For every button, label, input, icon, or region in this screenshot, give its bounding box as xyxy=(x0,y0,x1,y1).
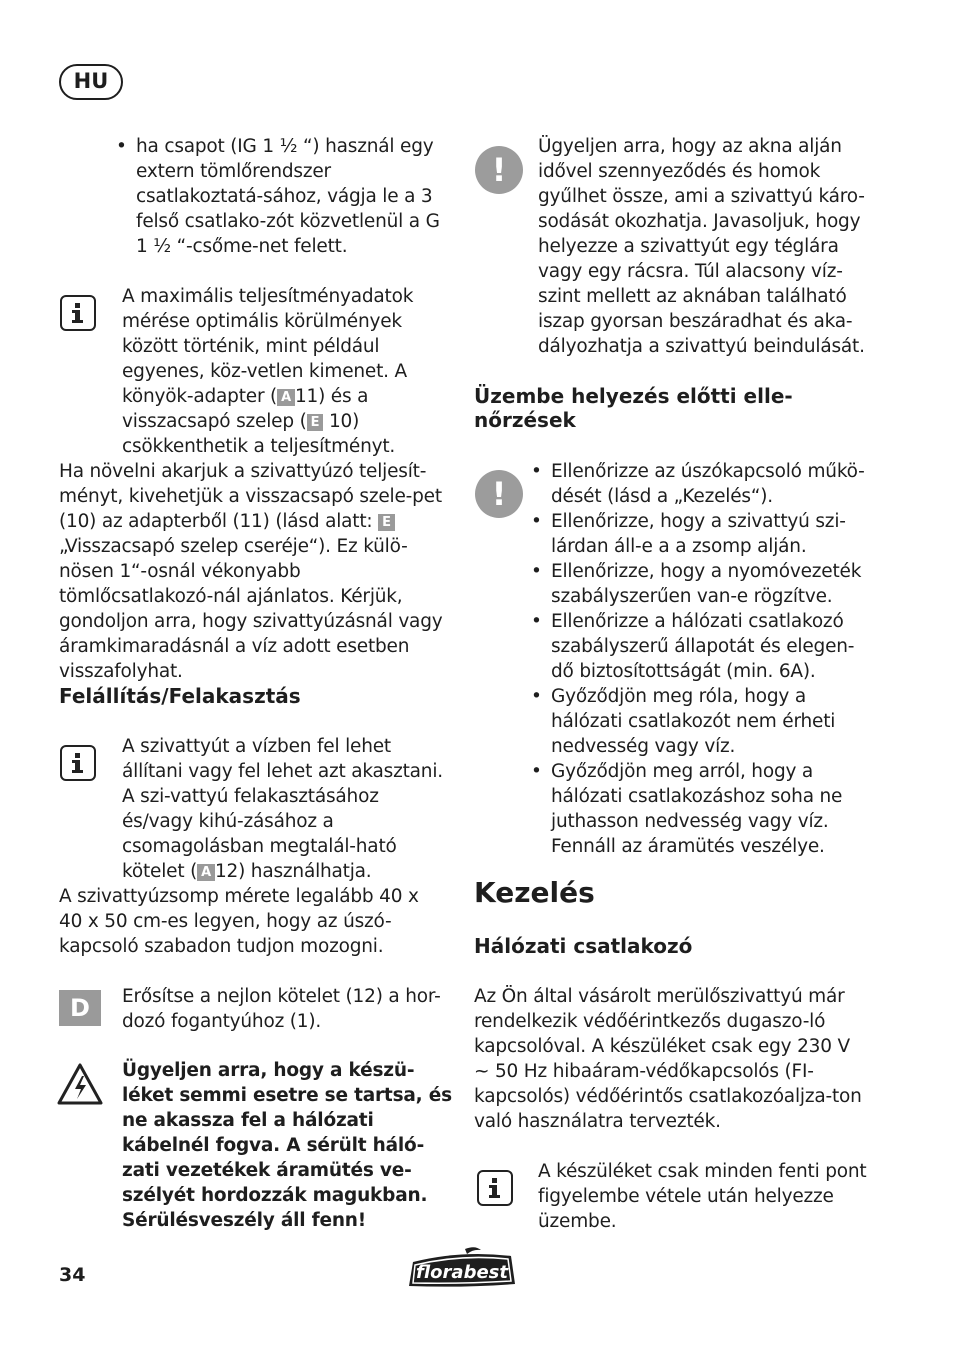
info-icon xyxy=(60,745,96,781)
brand-logo xyxy=(405,1246,519,1294)
info-icon xyxy=(60,295,96,331)
language-badge: HU xyxy=(59,64,123,100)
list-item: • Győződjön meg arról, hogy a hálózati csatlakozáshoz soha ne juthasson nedvesség vagy víz. Fennáll az áramütés veszélye. xyxy=(528,759,868,859)
bullet-list xyxy=(113,134,453,259)
list-item: • Ellenőrizze a hálózati csatlakozó szabályszerű állapotát és elegen-dő biztosítottságát (min. 6A). xyxy=(528,609,868,684)
paragraph-performance: Ha növelni akarjuk a szivattyúzó teljesít-ményt, kivehetjük a visszacsapó szele-pet (10) az adapterből (11) (lásd alatt: E „Visszacsapó szelep cseréje“). Ez külö-nösen 1“-osnál vékonyabb tömlőcsatlakozó-nál ajánlatos. Kérjük, gondoljon arra, hogy szivattyúzásnál vagy áramkimaradásnál a víz adott esetben visszafolyhat. xyxy=(59,461,443,682)
list-item: • Győződjön meg róla, hogy a hálózati csatlakozót nem érheti nedvesség vagy víz. xyxy=(528,684,868,759)
figure-label-d: D xyxy=(59,990,101,1026)
figure-tag: A xyxy=(277,389,295,406)
info-note-startup: A készüléket csak minden fenti pont figyelembe vétele után helyezze üzembe. xyxy=(538,1161,867,1232)
info-note-setup: A szivattyút a vízben fel lehet állítani vagy fel lehet azt akasztani. A szi-vattyú felakasztásához és/vagy kihú-zásához a csomagolásban megtalál-ható kötelet ( A 12) használhatja. xyxy=(122,736,443,882)
paragraph-sump-size: A szivattyúzsomp mérete legalább 40 x 40 x 50 cm-es legyen, hogy az úszó-kapcsoló szabadon tudjon mozogni. xyxy=(59,886,419,957)
paragraph-mains-plug: Az Ön által vásárolt merülőszivattyú már rendelkezik védőérintkezős dugaszo-ló kapcsolóval. A készüléket csak egy 230 V ~ 50 Hz hibaáram-védőkapcsolós (FI-kapcsolós) védőérintős csatlakozóaljza-ton való használatra tervezték. xyxy=(474,986,862,1132)
figure-tag: A xyxy=(197,864,215,881)
svg-text:florabest: florabest xyxy=(416,1262,508,1283)
info-icon xyxy=(477,1170,513,1206)
chapter-heading: Kezelés xyxy=(474,876,595,909)
list-item: • Ellenőrizze, hogy a szivattyú szi-lárdan áll-e a a zsomp alján. xyxy=(528,509,868,559)
checklist xyxy=(528,459,868,859)
warning-note-sediment: Ügyeljen arra, hogy az akna alján idővel szennyeződés és homok gyűlhet össze, ami a szivattyú káro-sodását okozhatja. Javasoljuk, hogy helyezze a szivattyút egy téglára vagy egy rácsra. Túl alacsony víz-szint mellett az aknában található iszap gyorsan beszáradhat és aka-dályozhatja a szivattyú beindulását. xyxy=(538,136,865,357)
page-number: 34 xyxy=(59,1264,86,1286)
list-item: • Ellenőrizze az úszókapcsoló műkö-dését (lásd a „Kezelés“). xyxy=(528,459,868,509)
electric-hazard-icon xyxy=(56,1062,104,1110)
info-note-performance: A maximális teljesítményadatok mérése optimális körülmények között történik, mint például egyenes, köz-vetlen kimenet. A könyök-adapter ( A 11) és a visszacsapó szelep ( E 10) csökkenthetik a teljesítményt. xyxy=(122,286,414,457)
list-item: • Ellenőrizze, hogy a nyomóvezeték szabályszerűen van-e rögzítve. xyxy=(528,559,868,609)
figure-tag: E xyxy=(378,514,395,531)
list-item: • ha csapot (IG 1 ½ “) használ egy extern tömlőrendszer csatlakoztatá-sához, vágja le a 3 felső csatlako-zót közvetlenül a G 1 ½ “-csőme-net felett. xyxy=(113,134,453,259)
instruction-text: Erősítse a nejlon kötelet (12) a hor-dozó fogantyúhoz (1). xyxy=(122,986,441,1032)
section-heading: Hálózati csatlakozó xyxy=(474,934,693,958)
figure-tag: E xyxy=(307,414,324,431)
section-heading: Üzembe helyezés előtti elle-nőrzések xyxy=(474,384,793,432)
section-heading: Felállítás/Felakasztás xyxy=(59,684,301,708)
exclamation-icon: ! xyxy=(475,470,523,518)
warning-text: Ügyeljen arra, hogy a készü-léket semmi esetre se tartsa, és ne akassza fel a hálózati kábelnél fogva. A sérült háló-zati vezetékek áramütés ve-szélyét hordozzák magukban. Sérülésveszély áll fenn! xyxy=(122,1060,452,1231)
exclamation-icon: ! xyxy=(475,146,523,194)
